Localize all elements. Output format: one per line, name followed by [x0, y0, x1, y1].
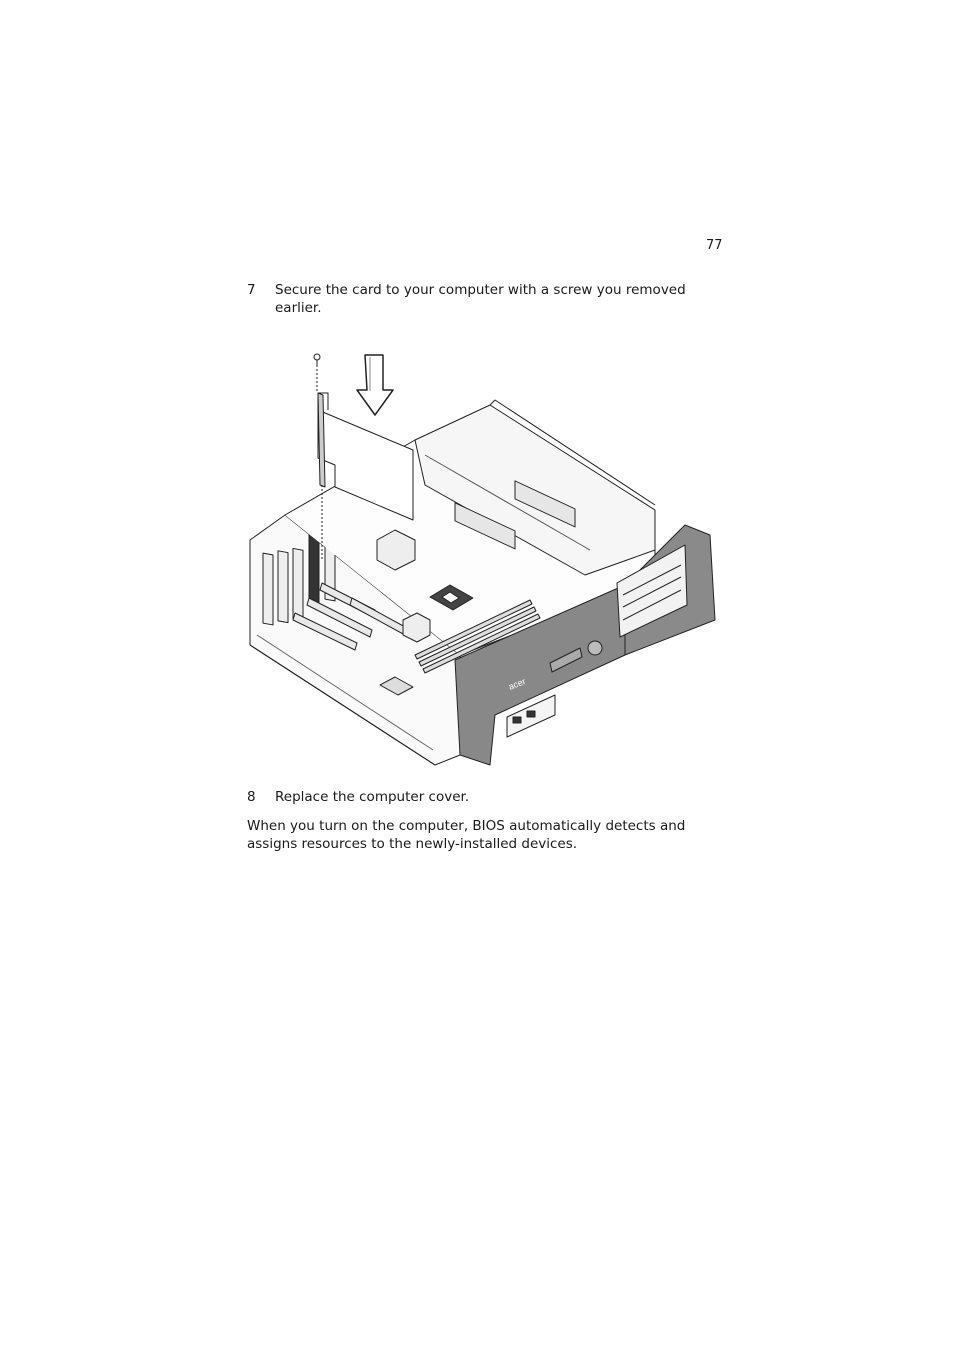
step-text: Replace the computer cover.	[275, 789, 470, 805]
step-text: Secure the card to your computer with a screw you removed earlier.	[275, 282, 686, 316]
power-button	[588, 641, 602, 655]
step-number: 7	[247, 282, 256, 298]
pc-expansion-card-illustration	[245, 345, 720, 775]
insert-arrow-icon	[357, 355, 393, 415]
acer-logo: acer	[507, 676, 527, 692]
screw-icon	[314, 354, 320, 367]
page-number: 77	[706, 238, 723, 253]
body-paragraph: When you turn on the computer, BIOS automatically detects and assigns resources to the newly-installed devices.	[247, 818, 686, 852]
step-number: 8	[247, 789, 256, 805]
